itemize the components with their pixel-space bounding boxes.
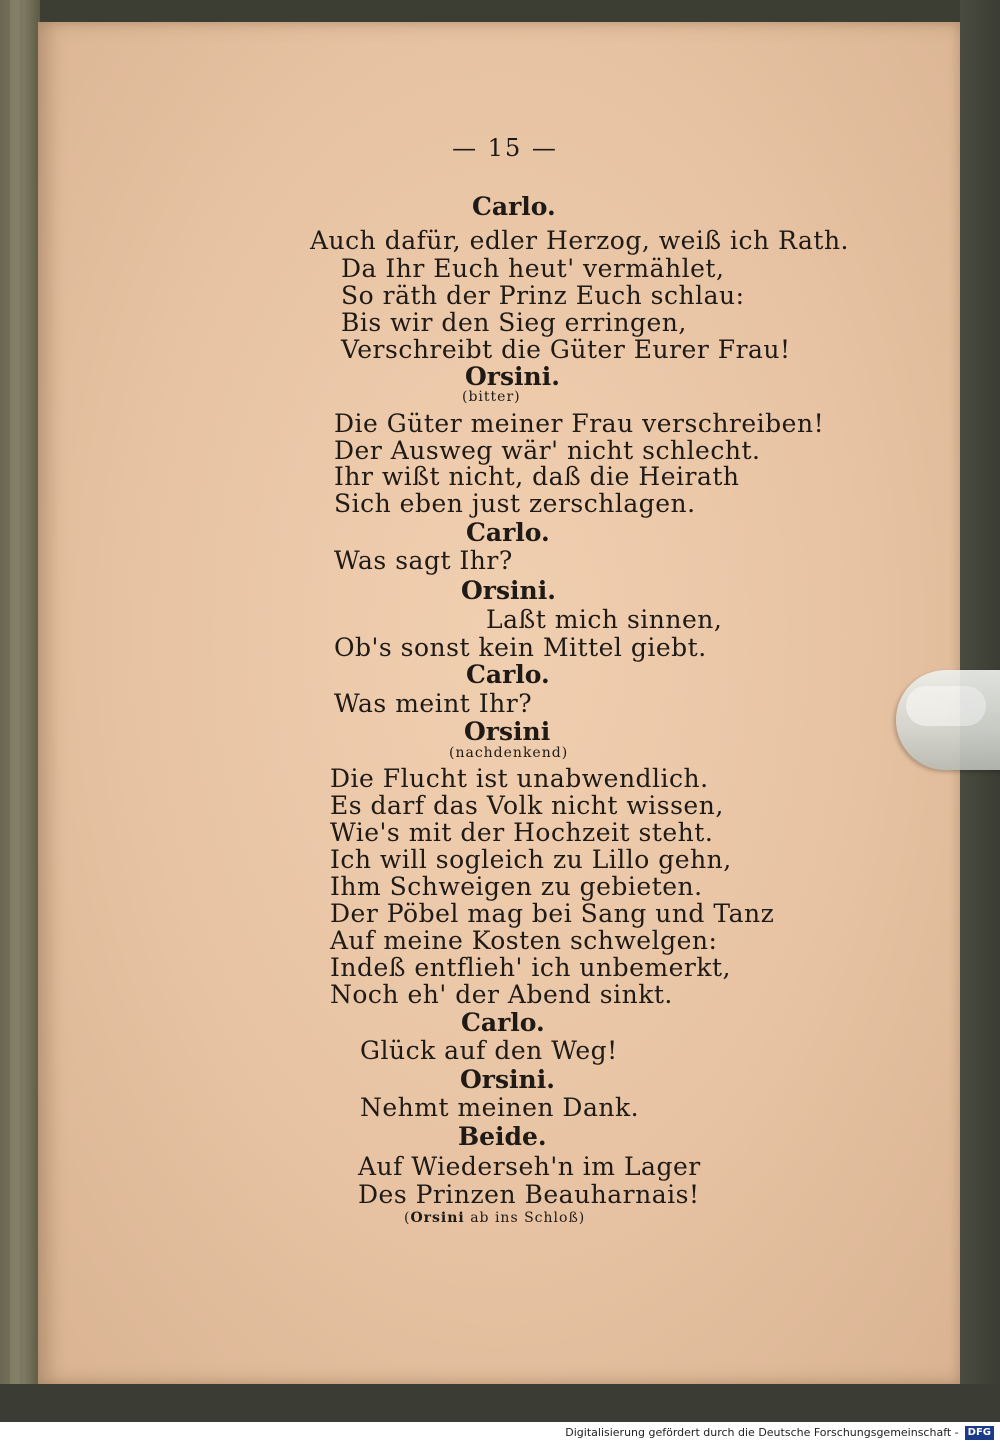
stage-direction: (nachdenkend) bbox=[449, 745, 569, 761]
verse-line: Der Pöbel mag bei Sang und Tanz bbox=[330, 899, 775, 928]
funding-credit: Digitalisierung gefördert durch die Deutsche Forschungsgemeinschaft - bbox=[565, 1426, 959, 1439]
verse-line: Auf Wiederseh'n im Lager bbox=[358, 1152, 701, 1181]
book-cover-edge bbox=[0, 0, 40, 1422]
verse-line: Verschreibt die Güter Eurer Frau! bbox=[341, 335, 791, 364]
verse-line: Noch eh' der Abend sinkt. bbox=[330, 980, 673, 1009]
verse-line: Was meint Ihr? bbox=[334, 689, 533, 718]
speaker-name: Carlo. bbox=[466, 660, 550, 689]
verse-line: Auf meine Kosten schwelgen: bbox=[330, 926, 718, 955]
verse-line: Indeß entflieh' ich unbemerkt, bbox=[330, 953, 731, 982]
dfg-logo: DFG bbox=[965, 1426, 994, 1440]
verse-line: So räth der Prinz Euch schlau: bbox=[341, 281, 745, 310]
verse-line: Der Ausweg wär' nicht schlecht. bbox=[334, 436, 761, 465]
verse-line: Was sagt Ihr? bbox=[334, 546, 513, 575]
verse-line: Wie's mit der Hochzeit steht. bbox=[330, 818, 714, 847]
page-clip bbox=[896, 670, 1000, 770]
speaker-name: Carlo. bbox=[472, 192, 556, 221]
page-number: — 15 — bbox=[452, 134, 558, 162]
speaker-name: Beide. bbox=[458, 1122, 547, 1151]
exit-open: ( bbox=[404, 1210, 411, 1226]
speaker-name: Orsini bbox=[464, 717, 551, 746]
exit-text: ab ins Schloß) bbox=[464, 1210, 586, 1226]
exit-direction bbox=[404, 1210, 585, 1226]
bottom-board bbox=[0, 1384, 1000, 1422]
verse-line: Auch dafür, edler Herzog, weiß ich Rath. bbox=[310, 226, 849, 255]
verse-line: Es darf das Volk nicht wissen, bbox=[330, 791, 724, 820]
verse-line: Sich eben just zerschlagen. bbox=[334, 489, 696, 518]
verse-line: Da Ihr Euch heut' vermählet, bbox=[341, 254, 725, 283]
footer-credit-bar bbox=[0, 1422, 1000, 1443]
verse-line: Ihm Schweigen zu gebieten. bbox=[330, 872, 703, 901]
exit-speaker: Orsini bbox=[410, 1210, 465, 1226]
top-edge bbox=[0, 0, 1000, 22]
verse-line: Ob's sonst kein Mittel giebt. bbox=[334, 633, 707, 662]
verse-line: Laßt mich sinnen, bbox=[486, 605, 723, 634]
stage-direction: (bitter) bbox=[462, 389, 521, 405]
verse-line: Die Güter meiner Frau verschreiben! bbox=[334, 409, 825, 438]
speaker-name: Carlo. bbox=[461, 1008, 545, 1037]
verse-line: Ihr wißt nicht, daß die Heirath bbox=[334, 462, 740, 491]
verse-line: Nehmt meinen Dank. bbox=[360, 1093, 640, 1122]
verse-line: Glück auf den Weg! bbox=[360, 1036, 618, 1065]
verse-line: Ich will sogleich zu Lillo gehn, bbox=[330, 845, 732, 874]
verse-line: Des Prinzen Beauharnais! bbox=[358, 1180, 700, 1209]
speaker-name: Orsini. bbox=[465, 362, 560, 391]
speaker-name: Orsini. bbox=[460, 1065, 555, 1094]
verse-line: Die Flucht ist unabwendlich. bbox=[330, 764, 709, 793]
speaker-name: Orsini. bbox=[461, 576, 556, 605]
speaker-name: Carlo. bbox=[466, 518, 550, 547]
verse-line: Bis wir den Sieg erringen, bbox=[341, 308, 687, 337]
